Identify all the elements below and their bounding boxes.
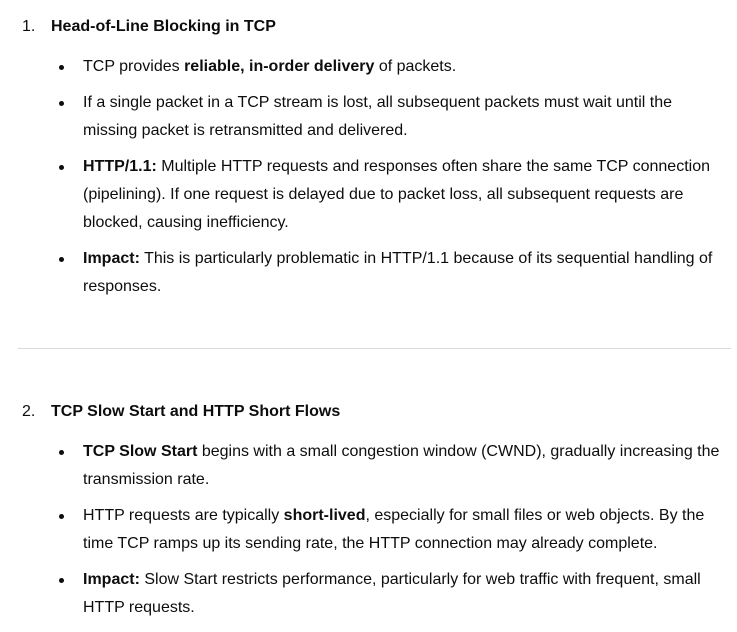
list-item: [0, 53, 737, 81]
list-item: [0, 153, 737, 237]
section-heading: [22, 15, 276, 39]
bullet-list: [0, 53, 737, 301]
bullet-dot: [59, 578, 64, 583]
section-title: Head-of-Line Blocking in TCP: [51, 18, 276, 35]
section-heading: [22, 400, 340, 424]
section-divider: [18, 348, 731, 349]
bullet-list: [0, 438, 737, 622]
list-item: [0, 566, 737, 622]
text-pre: If a single packet in a TCP stream is lost, all subsequent packets must wait until the missing packet is retransmitted and delivered.: [83, 94, 673, 139]
text-bold: Impact:: [83, 571, 140, 588]
section-number: 1.: [22, 18, 36, 35]
list-item: [0, 438, 737, 494]
text-post: , especially for small files or web objects. By the time TCP ramps up its sending rate, the HTTP connection may already complete.: [83, 507, 705, 552]
bullet-dot: [59, 165, 64, 170]
text-bold: Impact:: [83, 250, 140, 267]
bullet-dot: [59, 514, 64, 519]
text-bold: HTTP/1.1:: [83, 158, 157, 175]
text-post: Multiple HTTP requests and responses often share the same TCP connection (pipelining). If one request is delayed due to packet loss, all subsequent requests are blocked, causing inefficiency.: [83, 158, 710, 231]
list-item: [0, 502, 737, 558]
text-post: This is particularly problematic in HTTP/1.1 because of its sequential handling of responses.: [83, 250, 713, 295]
text-bold: TCP Slow Start: [83, 443, 198, 460]
text-bold: reliable, in-order delivery: [184, 58, 375, 75]
text-pre: TCP provides: [83, 58, 185, 75]
bullet-dot: [59, 450, 64, 455]
section-title: TCP Slow Start and HTTP Short Flows: [51, 403, 341, 420]
text-post: of packets.: [374, 58, 457, 75]
list-item: [0, 89, 737, 145]
section-number: 2.: [22, 403, 36, 420]
text-pre: HTTP requests are typically: [83, 507, 284, 524]
bullet-dot: [59, 101, 64, 106]
bullet-dot: [59, 65, 64, 70]
bullet-dot: [59, 257, 64, 262]
text-post: Slow Start restricts performance, particularly for web traffic with frequent, small HTTP requests.: [83, 571, 701, 616]
text-post: begins with a small congestion window (CWND), gradually increasing the transmission rate.: [83, 443, 720, 488]
list-item: [0, 245, 737, 301]
text-bold: short-lived: [283, 507, 366, 524]
